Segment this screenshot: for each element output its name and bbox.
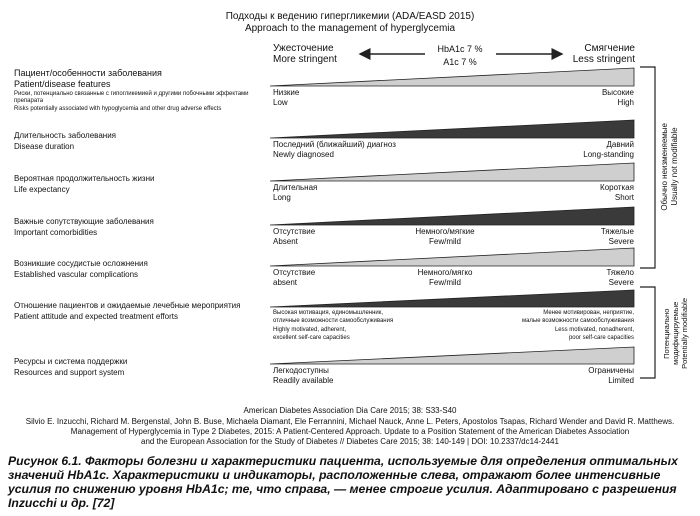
row2-left-ru: Последний (ближайший) диагноз	[273, 140, 396, 149]
side-bottom-en: Potentially modifiable	[679, 297, 689, 369]
row3-right-ru: Короткая	[600, 183, 634, 192]
row1-right-en: High	[617, 98, 634, 107]
scale-right-en: Less stringent	[572, 54, 635, 65]
row5-mid-en: Few/mild	[428, 278, 461, 287]
wedge-row-2	[270, 120, 634, 138]
row1-left-en: Low	[273, 98, 288, 107]
row4-right-ru: Тяжелые	[600, 227, 634, 236]
wedge-row-1	[270, 68, 634, 86]
source-line1: American Diabetes Association Dia Care 2015; 38: S33-S40	[243, 406, 457, 415]
row3-left-en: Long	[273, 193, 291, 202]
scale-left-en: More stringent	[273, 54, 337, 65]
side-top-ru: Обычно неизменяемые	[660, 123, 669, 211]
side-top-en: Usually not modifiable	[670, 127, 679, 207]
row7-title-ru: Ресурсы и система поддержки	[14, 357, 128, 366]
scale-right-ru: Смягчение	[584, 43, 635, 54]
row6-right-l1: Менее мотивирован, неприятие,	[543, 310, 634, 316]
row4-mid-en: Few/mild	[428, 237, 461, 246]
row7-right-ru: Ограничены	[588, 366, 634, 375]
row1-title-ru: Пациент/особенности заболевания	[14, 68, 162, 78]
row6-left-l2: отличные возможности самообслуживания	[273, 318, 394, 324]
row5-right-en: Severe	[608, 278, 634, 287]
row2-right-en: Long-standing	[583, 150, 634, 159]
wedge-row-6	[270, 290, 634, 307]
row2-right-ru: Давний	[606, 140, 634, 149]
row6-right-l2: малые возможности самообслуживания	[521, 318, 634, 324]
source-line4: and the European Association for the Study of Diabetes // Diabetes Care 2015; 38: 140-149 | DOI: 10.2337/dc14-2441	[141, 437, 559, 446]
row6-left-l1: Высокая мотивация, единомышленник,	[273, 310, 384, 316]
side-not-modifiable	[658, 67, 682, 267]
scale-left-ru: Ужесточение	[273, 43, 334, 54]
source-line2: Silvio E. Inzucchi, Richard M. Bergenstal, John B. Buse, Michaela Diamant, Ele Ferrannini, Michael Nauck, Anne L. Peters, Apostolos Tsapas, Richard Wender and David R. Matthews.	[25, 417, 675, 426]
row3-left-ru: Длительная	[273, 183, 318, 192]
row6-right-l3: Less motivated, nonadherent,	[554, 327, 634, 333]
row3-right-en: Short	[614, 193, 634, 202]
hba1c-bottom: A1c 7 %	[443, 57, 477, 67]
row2-title-ru: Длительность заболевания	[14, 131, 116, 140]
bracket-modifiable	[640, 287, 655, 378]
row6-title-ru: Отношение пациентов и ожидаемые лечебные мероприятия	[14, 301, 241, 310]
row1-title-en: Patient/disease features	[14, 79, 111, 89]
row5-left-en: absent	[273, 278, 298, 287]
row2-left-en: Newly diagnosed	[273, 150, 334, 159]
row4-left-en: Absent	[273, 237, 298, 246]
row1-sub-ru: Риски, потенциально связанные с гипогликемией и другими побочными эффектами препарата	[14, 91, 249, 104]
row6-left-l4: excellent self-care capacities	[273, 335, 350, 341]
row7-left-en: Readily available	[273, 376, 334, 385]
row4-left-ru: Отсутствие	[273, 227, 316, 236]
header-title-en: Approach to the management of hyperglycemia	[244, 23, 456, 34]
row3-title-ru: Вероятная продолжительность жизни	[14, 174, 155, 183]
row6-right-l4: poor self-care capacities	[568, 335, 634, 341]
row7-right-en: Limited	[608, 376, 634, 385]
row5-left-ru: Отсутствие	[273, 268, 316, 277]
wedge-row-7	[270, 347, 634, 364]
header-title-ru: Подходы к ведению гипергликемии (ADA/EASD 2015)	[225, 11, 475, 22]
row4-mid-ru: Немного/мягкие	[415, 227, 475, 236]
source-line3: Management of Hyperglycemia in Type 2 Diabetes, 2015: A Patient-Centered Approach. Update to a Position Statement of the American Diabetes Association	[70, 427, 630, 436]
side-bottom-ru2: модифицируемые	[670, 301, 680, 365]
wedge-row-5	[270, 248, 634, 266]
row4-title-ru: Важные сопутствующие заболевания	[14, 217, 154, 226]
row2-title-en: Disease duration	[14, 142, 75, 151]
side-bottom-ru1: Потенциально	[661, 307, 671, 359]
row1-sub-en: Risks potentially associated with hypoglycemia and other drug adverse effects	[14, 106, 222, 112]
row7-left-ru: Легкодоступны	[273, 366, 329, 375]
row5-right-ru: Тяжело	[606, 268, 634, 277]
hba1c-top: HbA1c 7 %	[437, 44, 483, 54]
row1-left-ru: Низкие	[273, 88, 300, 97]
wedge-row-4	[270, 207, 634, 225]
side-modifiable	[658, 287, 692, 379]
row6-left-l3: Highly motivated, adherent,	[273, 327, 347, 333]
row5-title-ru: Возникшие сосудистые осложнения	[14, 259, 148, 268]
figure-caption: Рисунок 6.1. Факторы болезни и характеристики пациента, используемые для определения оптимальных значений HbA1c. Характеристики и индикаторы, расположенные слева, отражают более интенсивные усилия по снижению уровня HbA1c; те, что справа, — менее строгие усилия. Адаптировано с разрешения Inzucchi и др. [72]	[8, 454, 678, 510]
row4-right-en: Severe	[608, 237, 634, 246]
row6-title-en: Patient attitude and expected treatment efforts	[14, 312, 178, 321]
row3-title-en: Life expectancy	[14, 185, 70, 194]
bracket-not-modifiable	[640, 67, 655, 268]
row7-title-en: Resources and support system	[14, 368, 125, 377]
row1-right-ru: Высокие	[601, 88, 634, 97]
row5-mid-ru: Немного/мягко	[417, 268, 473, 277]
row5-title-en: Established vascular complications	[14, 270, 139, 279]
row4-title-en: Important comorbidities	[14, 228, 98, 237]
wedge-row-3	[270, 163, 634, 181]
